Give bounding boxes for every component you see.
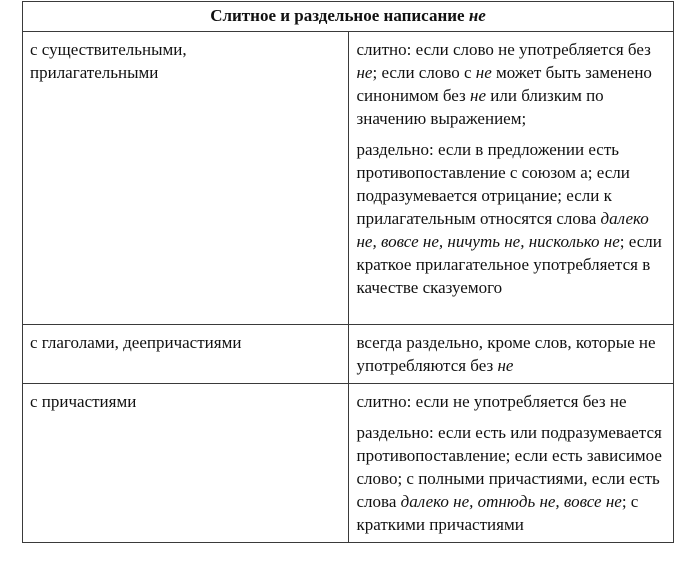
category-line: с существительными, (30, 40, 187, 59)
category-line: с причастиями (30, 392, 137, 411)
rule-paragraph: слитно: если слово не употребляется без не; если слово с не может быть заменено синонимом без не или близким по значению выражением; (356, 40, 652, 128)
table-title (23, 2, 674, 32)
rule-paragraph: раздельно: если есть или подразумевается противопоставление; если есть зависимое слово; с полными причастиями, если есть слова далеко не, отнюдь не, вовсе не; с краткими причастиями (356, 423, 662, 534)
row-rule-cell (348, 325, 674, 384)
spelling-rules-table (22, 1, 674, 543)
row-category-cell (23, 32, 349, 325)
rule-paragraph: раздельно: если в предложении есть противопоставление с союзом а; если подразумевается отрицание; если к прилагательным относятся слова далеко не, вовсе не, ничуть не, нисколько не; если краткое прилагательное употребляется в качестве сказуемого (356, 140, 662, 297)
row-rule-cell (348, 384, 674, 543)
table-row (23, 384, 674, 543)
category-line: прилагательными (30, 63, 159, 82)
row-rule-cell (348, 32, 674, 325)
table-row (23, 32, 674, 325)
table-header-row (23, 2, 674, 32)
title-italic-ne: не (468, 6, 486, 25)
title-text: Слитное и раздельное написание (210, 6, 465, 25)
document (22, 1, 674, 543)
rule-paragraph: слитно: если не употребляется без не (356, 392, 627, 411)
row-category-cell (23, 325, 349, 384)
table-row (23, 325, 674, 384)
rule-paragraph: всегда раздельно, кроме слов, которые не употребляются без не (356, 333, 656, 375)
category-line: с глаголами, деепричастиями (30, 333, 242, 352)
row-category-cell (23, 384, 349, 543)
